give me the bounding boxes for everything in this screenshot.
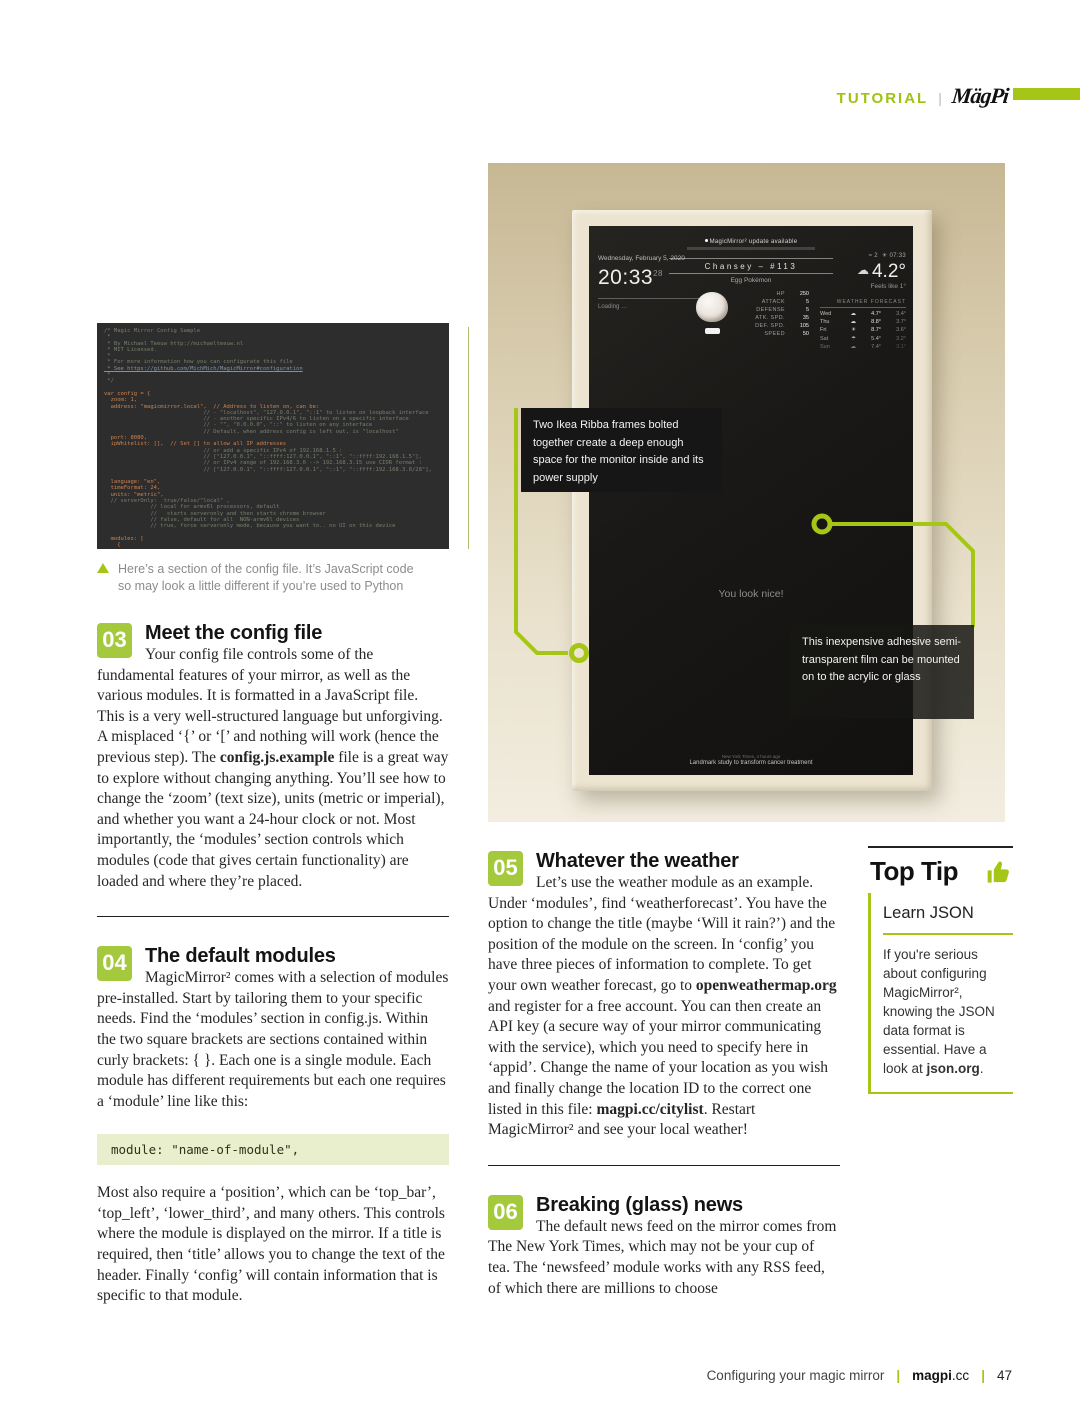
footer-article-title: Configuring your magic mirror [706, 1368, 885, 1383]
column-divider [468, 327, 469, 549]
forecast-day: Sun [820, 343, 830, 350]
code-line: ipWhitelist: [], // Set [] to allow all IP addresses [104, 441, 287, 448]
step-body [97, 968, 449, 1112]
sun-icon: ☀ [881, 253, 888, 259]
caption-triangle-icon [97, 563, 109, 573]
stat-value: 5 [805, 299, 809, 305]
page-number: 47 [996, 1368, 1012, 1383]
stat-value: 105 [799, 323, 809, 329]
inline-bold-link: json.org [926, 1061, 980, 1076]
code-line: * [104, 334, 111, 341]
notice-dot-icon [705, 239, 708, 242]
sunrise-time: 07:33 [889, 253, 906, 259]
forecast-high: 5.4° [871, 335, 881, 342]
footer-brand-bold: magpi [912, 1368, 952, 1383]
code-line: * [104, 372, 111, 379]
wind-icon: ≈ [868, 253, 873, 259]
step-04 [97, 943, 449, 1307]
top-tip-title: Top Tip [870, 856, 958, 886]
step-title: The default modules [145, 945, 336, 968]
step-05 [488, 848, 840, 1141]
inline-bold-filename: config.js.example [219, 748, 335, 766]
step-text: and register for a free account. You can then create an API key (a secure way of your mirror communicating with the service), which you need to specify here in ‘appid’. Change the name of your location as you wish and finally change the location ID to the correct one listed in this file: [488, 997, 829, 1118]
weather-module [820, 252, 906, 351]
section-divider [488, 1165, 840, 1166]
cloud-icon: ☁ [856, 263, 869, 277]
notice-subtext-bar [687, 247, 815, 250]
forecast-day: Wed [820, 311, 832, 317]
step-text: MagicMirror² comes with a selection of modules pre-installed. Start by tailoring them to your specific needs. Find the ‘modules’ section in config.js. Within the two square brackets are sections contained within curly brackets: { }. Each one is a single module. Each module has different requirements but each one requires a ‘module’ line like this: [97, 969, 449, 1110]
forecast-icon: ☂ [851, 335, 856, 342]
tip-text: If you're serious about configuring MagicMirror², knowing the JSON data format is essential. Have a look at [883, 947, 995, 1076]
step-number-badge: 05 [488, 851, 523, 886]
forecast-high: 8.8° [871, 319, 881, 326]
news-source: New York Times, 4 hours ago [721, 754, 781, 759]
loading-text: Loading … [598, 304, 628, 310]
code-line: // - "", "0.0.0.0", "::" to listen on any interface [104, 422, 373, 429]
inline-code-snippet: module: "name-of-module", [97, 1134, 449, 1165]
inline-bold-link: openweathermap.org [695, 976, 837, 994]
forecast-icon: ☀ [851, 327, 856, 334]
code-line: modules: [ [104, 535, 144, 542]
code-line: { [104, 542, 121, 549]
code-line: var config = { [104, 390, 151, 397]
left-column [97, 323, 449, 1307]
forecast-low: 3.2° [896, 335, 906, 342]
forecast-day: Sat [820, 335, 829, 342]
forecast-table [820, 310, 906, 351]
update-notice [589, 239, 913, 250]
tip-body [883, 935, 1013, 1092]
tip-text: . [979, 1061, 984, 1076]
stat-label: DEF. SPD. [755, 323, 785, 329]
thumbs-up-icon [985, 858, 1011, 885]
forecast-high: 8.7° [871, 327, 881, 334]
step-text: file is a great way to explore without changing anything. You’ll see how to change the ‘zoom’ (text size), units (metric or imperial), and whether you want a 24-hour clock or not. Most importantly, the ‘modules’ section controls which modules (code that gives certain functionality) are loaded and where they’re placed. [97, 748, 449, 890]
step-number-badge: 04 [97, 946, 132, 981]
compliment-text: You look nice! [718, 588, 784, 600]
code-line: // serverOnly: true/false/"local" , [104, 498, 230, 505]
forecast-icon: ☁ [850, 343, 856, 350]
pokemon-species: Egg Pokémon [730, 277, 772, 284]
stat-label: ATTACK [761, 299, 785, 305]
step-text: Let’s use the weather module as an example. Under ‘modules’, find ‘weatherforecast’. You have the option to change the title (maybe ‘Will it rain?’) and the position of the module on the screen. In ‘config’ you have three pieces of information to complete. To get your own weather forecast, go to [488, 874, 836, 994]
tip-subtitle: Learn JSON [883, 893, 1013, 935]
step-03 [97, 620, 449, 892]
code-line: * MIT Licensed. [104, 346, 157, 353]
code-line: // true, force serveronly mode, because you want to.. no UI on this device [104, 523, 396, 530]
feels-like: Feels like 1° [870, 283, 906, 290]
forecast-high: 7.4° [871, 343, 881, 350]
code-line: * By Michael Teeuw http://michaelteeuw.nl [104, 340, 244, 347]
news-headline: Landmark study to transform cancer treatment [689, 760, 813, 766]
step-body [488, 873, 840, 1141]
magpi-logo: MägPi [950, 83, 1010, 108]
pokemon-sprite [696, 292, 728, 322]
step-body [488, 1217, 840, 1299]
wind-value: 2 [874, 253, 878, 259]
pokemon-type-pill [705, 328, 720, 334]
step-text: . Restart MagicMirror² and see your local weather! [488, 1100, 756, 1139]
step-text: The default news feed on the mirror comes from The New York Times, which may not be your cup of tea. The ‘newsfeed’ module works with any RSS feed, of which there are millions to choose [488, 1217, 837, 1297]
code-line: /* Magic Mirror Config Sample [104, 328, 201, 334]
top-tip-sidebar [868, 846, 1013, 1094]
code-line: // or add a specific IPv4 of 192.168.1.5 : [104, 447, 343, 454]
step-title: Meet the config file [145, 622, 323, 644]
callout-film: This inexpensive adhesive semi-transparent film can be mounted on to the acrylic or glass [790, 625, 974, 719]
masthead-accent-bar [1013, 88, 1080, 100]
figure-caption [97, 561, 427, 594]
step-number-badge: 03 [97, 623, 132, 658]
footer-brand-suffix: .cc [951, 1368, 970, 1383]
code-line: // - another specific IPv4/6 to listen on a specific interface [104, 416, 409, 423]
forecast-title: WEATHER FORECAST [820, 299, 906, 308]
step-text: Most also require a ‘position’, which can be ‘top_bar’, ‘top_left’, ‘lower_third’, and many others. This controls where the module is displayed on the mirror. If a title is required, then ‘title’ allows you to change the text of the header. Finally ‘config’ will contain information that is specific to that module. [97, 1184, 445, 1305]
tip-box [868, 893, 1013, 1094]
code-line: timeFormat: 24, [104, 485, 161, 492]
stat-value: 250 [799, 291, 809, 297]
notice-text: MagicMirror² update available [709, 239, 798, 245]
code-line: // ["127.0.0.1", "::ffff:127.0.0.1", "::1", "::ffff:192.168.1.5"], [104, 453, 422, 460]
step-body [97, 645, 449, 892]
code-line: address: "magicmirror.local", // Address to listen on, can be: [104, 403, 320, 410]
code-line: // false, default for all NON-armv6l devices [104, 516, 300, 523]
section-divider [97, 916, 449, 917]
stat-label: SPEED [764, 331, 785, 337]
code-line: port: 8080, [104, 435, 148, 442]
forecast-low: 3.6° [896, 327, 906, 334]
mirror-photo [488, 163, 1005, 822]
code-line: * For more information how you can configurate this file [104, 359, 293, 366]
code-line: zoom: 1, [104, 397, 138, 404]
config-code-screenshot [97, 323, 449, 549]
page-footer [707, 1368, 1012, 1383]
forecast-low: 3.4° [896, 311, 906, 317]
pokemon-stats [743, 290, 809, 338]
step-title: Whatever the weather [536, 850, 739, 872]
forecast-low: 3.7° [896, 319, 906, 326]
stat-label: DEFENSE [756, 307, 785, 313]
forecast-high: 4.7° [871, 311, 881, 317]
stat-value: 5 [805, 307, 809, 313]
stat-value: 35 [802, 315, 809, 321]
wind-sunrise-row [820, 252, 906, 259]
pokemon-title: Chansey – #113 [669, 258, 833, 274]
forecast-low: 3.1° [896, 343, 906, 350]
code-line: // ["127.0.0.1", "::ffff:127.0.0.1", "::1", "::ffff:192.168.3.0/28"], [104, 466, 432, 473]
forecast-icon: ☁ [850, 319, 856, 326]
callout-frames: Two Ikea Ribba frames bolted together create a deep enough space for the monitor inside and its power supply [521, 408, 722, 492]
footer-brand [912, 1368, 969, 1383]
code-line: */ [104, 378, 114, 385]
stat-label: HP [776, 291, 785, 297]
code-line: // or IPv4 range of 192.168.3.0 --> 192.168.3.15 use CIDR format : [104, 460, 422, 467]
code-line: // Default, when address config is left out, is "localhost" [104, 428, 399, 435]
inline-bold-link: magpi.cc/citylist [596, 1100, 704, 1118]
code-line: // starts serveronly and then starts chrome browser [104, 510, 326, 517]
step-title: Breaking (glass) news [536, 1193, 743, 1216]
caption-text: Here’s a section of the config file. It’s JavaScript code so may look a little different if you’re used to Python [118, 562, 414, 593]
time-value: 20:33 [598, 266, 654, 289]
time-seconds: 28 [653, 269, 663, 278]
code-line: language: "en", [104, 479, 161, 486]
current-temp [820, 259, 906, 283]
code-line: * [104, 353, 111, 360]
pokemon-module [669, 258, 833, 338]
step-text: Your config file controls some of the fundamental features of your mirror, as well as the various modules. It is formatted in a JavaScript file. This is a very well-structured language but unforgiving. A misplaced ‘{’ or ‘[’ and nothing will work (hence the previous step). The [97, 646, 443, 766]
forecast-icon: ☁ [850, 311, 856, 317]
date-text: Wednesday, February 5, 2020 [598, 255, 685, 262]
middle-column [488, 840, 840, 1299]
forecast-day: Thu [820, 319, 830, 326]
masthead [837, 83, 1008, 109]
footer-separator: | [896, 1368, 901, 1383]
news-module [589, 754, 913, 766]
footer-separator: | [981, 1368, 985, 1383]
step-number-badge: 06 [488, 1195, 523, 1230]
tutorial-kicker: TUTORIAL [836, 90, 929, 107]
step-06 [488, 1192, 840, 1299]
temp-value: 4.2° [871, 261, 906, 282]
code-line-link: * See https://github.com/MichMich/MagicMirror#configuration [104, 365, 303, 372]
code-line: // - "localhost", "127.0.0.1", "::1" to listen on loopback interface [104, 409, 429, 416]
stat-label: ATK. SPD. [755, 315, 785, 321]
code-line: units: "metric", [104, 491, 164, 498]
forecast-day: Fri [820, 327, 827, 334]
masthead-separator: | [938, 90, 942, 106]
code-line: // local for armv6l processors, default [104, 504, 280, 511]
step-body [97, 1183, 449, 1307]
stat-value: 50 [802, 331, 809, 337]
